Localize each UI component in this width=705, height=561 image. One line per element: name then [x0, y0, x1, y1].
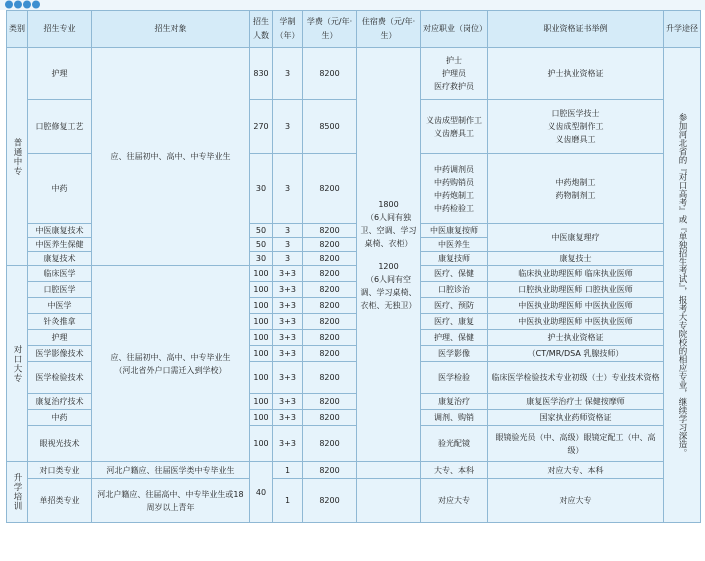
cert-cell: 口腔执业助理医师 口腔执业医师: [488, 282, 664, 298]
duration-cell: 3+3: [273, 394, 303, 410]
cert-cell: 中医执业助理医师 中医执业医师: [488, 314, 664, 330]
cert-cell: 对应大专、本科: [488, 462, 664, 479]
major-cell: 口腔修复工艺: [28, 100, 92, 154]
category-putong: 普通中专: [7, 48, 28, 266]
job-cell: 中医康复按师: [421, 224, 488, 238]
major-cell: 眼视光技术: [28, 426, 92, 462]
quota-cell: 100: [250, 362, 273, 394]
job-cell: 医疗、康复: [421, 314, 488, 330]
cert-cell: 护士执业资格证: [488, 330, 664, 346]
header-strip: [0, 0, 705, 10]
duration-cell: 3+3: [273, 362, 303, 394]
major-cell: 护理: [28, 48, 92, 100]
job-cell: 医学影像: [421, 346, 488, 362]
enrollment-table: [6, 10, 701, 523]
quota-cell: 100: [250, 346, 273, 362]
major-cell: 临床医学: [28, 266, 92, 282]
table-row: [7, 266, 701, 282]
duration-cell: 3+3: [273, 282, 303, 298]
duration-cell: 3: [273, 48, 303, 100]
tuition-cell: 8200: [303, 298, 357, 314]
tuition-cell: 8200: [303, 362, 357, 394]
target-cell: 河北户籍应、往届高中、中专毕业生或18周岁以上青年: [92, 479, 250, 523]
duration-cell: 1: [273, 479, 303, 523]
tuition-cell: 8200: [303, 479, 357, 523]
logo-icon: [4, 0, 56, 9]
cert-cell: 护士执业资格证: [488, 48, 664, 100]
target-cell: 应、往届初中、高中、中专毕业生: [92, 48, 250, 266]
job-cell: 医学检验: [421, 362, 488, 394]
tuition-cell: 8200: [303, 346, 357, 362]
table-header-row: [7, 11, 701, 48]
major-cell: 中医学: [28, 298, 92, 314]
cert-cell: 中医康复理疗: [488, 224, 664, 252]
header-job: 对应职业（岗位）: [421, 11, 488, 48]
dorm-cell: [357, 462, 421, 479]
job-cell: 义齿成型制作工 义齿磨具工: [421, 100, 488, 154]
table-row: [7, 48, 701, 100]
major-cell: 康复治疗技术: [28, 394, 92, 410]
quota-cell: 30: [250, 154, 273, 224]
quota-cell: 100: [250, 298, 273, 314]
tuition-cell: 8200: [303, 48, 357, 100]
header-path: 升学途径: [664, 11, 701, 48]
header-cert: 职业资格证书举例: [488, 11, 664, 48]
major-cell: 护理: [28, 330, 92, 346]
cert-cell: 中药炮制工 药物制剂工: [488, 154, 664, 224]
job-cell: 调剂、购销: [421, 410, 488, 426]
quota-cell: 30: [250, 252, 273, 266]
tuition-cell: 8200: [303, 462, 357, 479]
duration-cell: 3+3: [273, 410, 303, 426]
major-cell: 针灸推拿: [28, 314, 92, 330]
duration-cell: 3+3: [273, 426, 303, 462]
tuition-cell: 8200: [303, 410, 357, 426]
category-shengxue: 升学培训: [7, 462, 28, 523]
job-cell: 护士 护理员 医疗救护员: [421, 48, 488, 100]
cert-cell: 康复技士: [488, 252, 664, 266]
quota-cell: 40: [250, 462, 273, 523]
duration-cell: 3: [273, 100, 303, 154]
job-cell: 医疗、预防: [421, 298, 488, 314]
tuition-cell: 8200: [303, 282, 357, 298]
quota-cell: 100: [250, 394, 273, 410]
quota-cell: 270: [250, 100, 273, 154]
tuition-cell: 8200: [303, 330, 357, 346]
major-cell: 口腔医学: [28, 282, 92, 298]
major-cell: 中医康复技术: [28, 224, 92, 238]
job-cell: 医疗、保健: [421, 266, 488, 282]
cert-cell: 对应大专: [488, 479, 664, 523]
tuition-cell: 8500: [303, 100, 357, 154]
quota-cell: 100: [250, 426, 273, 462]
tuition-cell: 8200: [303, 154, 357, 224]
header-dorm: 住宿费（元/年·生）: [357, 11, 421, 48]
job-cell: 口腔诊治: [421, 282, 488, 298]
cert-cell: （CT/MR/DSA 乳腺技师）: [488, 346, 664, 362]
quota-cell: 100: [250, 266, 273, 282]
major-cell: 康复技术: [28, 252, 92, 266]
job-cell: 对应大专: [421, 479, 488, 523]
cert-cell: 口腔医学技士 义齿成型制作工 义齿磨具工: [488, 100, 664, 154]
duration-cell: 3+3: [273, 298, 303, 314]
tuition-cell: 8200: [303, 252, 357, 266]
quota-cell: 100: [250, 282, 273, 298]
major-cell: 对口类专业: [28, 462, 92, 479]
major-cell: 中药: [28, 154, 92, 224]
duration-cell: 3+3: [273, 314, 303, 330]
tuition-cell: 8200: [303, 266, 357, 282]
header-category: 类别: [7, 11, 28, 48]
target-cell: 应、往届初中、高中、中专毕业生 （河北省外户口需迁入到学校）: [92, 266, 250, 462]
tuition-cell: 8200: [303, 238, 357, 252]
duration-cell: 3: [273, 224, 303, 238]
cert-cell: 临床医学检验技术专业初级（士）专业技术资格: [488, 362, 664, 394]
major-cell: 医学影像技术: [28, 346, 92, 362]
tuition-cell: 8200: [303, 224, 357, 238]
table-row: [7, 462, 701, 479]
quota-cell: 50: [250, 238, 273, 252]
duration-cell: 3: [273, 238, 303, 252]
header-quota: 招生人数: [250, 11, 273, 48]
target-cell: 河北户籍应、往届医学类中专毕业生: [92, 462, 250, 479]
quota-cell: 50: [250, 224, 273, 238]
duration-cell: 3+3: [273, 346, 303, 362]
job-cell: 康复技师: [421, 252, 488, 266]
quota-cell: 100: [250, 330, 273, 346]
cert-cell: 康复医学治疗士 保健按摩师: [488, 394, 664, 410]
header-major: 招生专业: [28, 11, 92, 48]
major-cell: 单招类专业: [28, 479, 92, 523]
major-cell: 中药: [28, 410, 92, 426]
table-row: [7, 479, 701, 523]
duration-cell: 1: [273, 462, 303, 479]
major-cell: 中医养生保健: [28, 238, 92, 252]
job-cell: 护理、保健: [421, 330, 488, 346]
header-target: 招生对象: [92, 11, 250, 48]
quota-cell: 100: [250, 410, 273, 426]
cert-cell: 中医执业助理医师 中医执业医师: [488, 298, 664, 314]
cert-cell: 临床执业助理医师 临床执业医师: [488, 266, 664, 282]
duration-cell: 3: [273, 154, 303, 224]
dorm-cell: 1800 （6人间有独卫、空调、学习桌椅、衣柜） 1200 （6人间有空调、学习桌椅、衣柜、无独卫）: [357, 48, 421, 462]
job-cell: 康复治疗: [421, 394, 488, 410]
dorm-cell: [357, 479, 421, 523]
duration-cell: 3+3: [273, 266, 303, 282]
tuition-cell: 8200: [303, 426, 357, 462]
path-cell: 参加河北省的『对口高考』或『单独招生考试』，报考大专院校的相应专业，继续学习深造。: [664, 48, 701, 523]
tuition-cell: 8200: [303, 314, 357, 330]
cert-cell: 国家执业药师资格证: [488, 410, 664, 426]
quota-cell: 830: [250, 48, 273, 100]
tuition-cell: 8200: [303, 394, 357, 410]
header-tuition: 学费（元/年·生）: [303, 11, 357, 48]
duration-cell: 3: [273, 252, 303, 266]
quota-cell: 100: [250, 314, 273, 330]
header-duration: 学制（年）: [273, 11, 303, 48]
cert-cell: 眼镜验光员（中、高级）眼镜定配工（中、高级）: [488, 426, 664, 462]
job-cell: 验光配镜: [421, 426, 488, 462]
major-cell: 医学检验技术: [28, 362, 92, 394]
duration-cell: 3+3: [273, 330, 303, 346]
category-duikou: 对口大专: [7, 266, 28, 462]
job-cell: 中药调剂员 中药购销员 中药炮制工 中药检验工: [421, 154, 488, 224]
job-cell: 大专、本科: [421, 462, 488, 479]
job-cell: 中医养生: [421, 238, 488, 252]
